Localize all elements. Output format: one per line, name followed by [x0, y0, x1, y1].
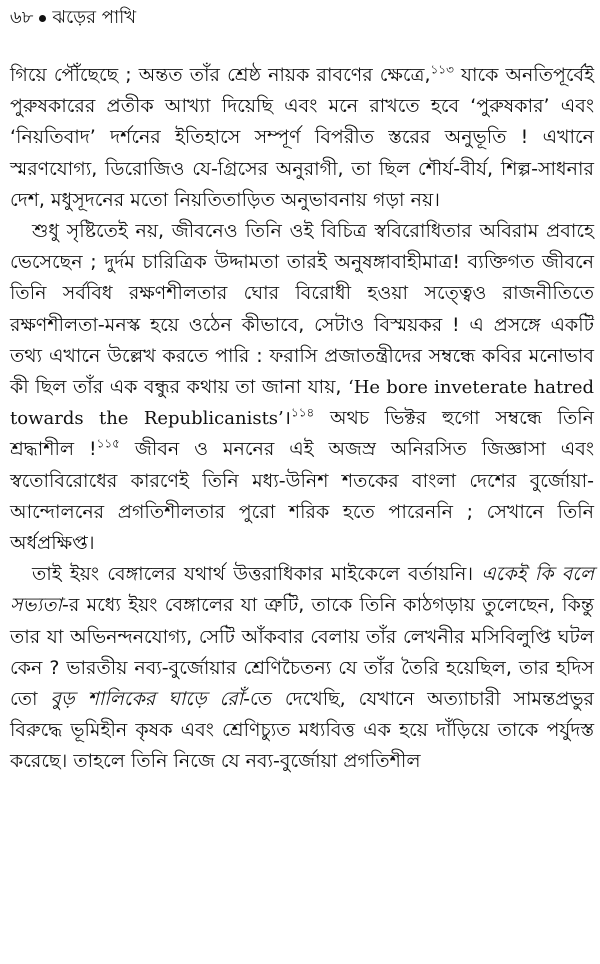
page-body — [10, 60, 594, 778]
text-run: । — [283, 407, 291, 430]
text-run: -র মধ্যে ইয়ং বেঙ্গালের যা ত্রুটি, তাকে তিনি কাঠগড়ায় তুলেছেন, কিন্তু তার যা অভিনন্দনযোগ্য, সেটি আঁকবার বেলায় তাঁর লেখনীর মসিবিলুপ্তি ঘটল কেন ? ভারতীয় নব্য-বুর্জোয়ার শ্রেণিচৈতন্য যে তাঁর তৈরি হয়েছিল, তার হদিস তো — [10, 594, 594, 711]
footnote-ref: ১১৪ — [290, 405, 315, 420]
footnote-ref: ১১৫ — [96, 437, 120, 452]
text-run: তাই ইয়ং বেঙ্গালের যথার্থ উত্তরাধিকার মাইকেলে বর্তায়নি। — [32, 563, 482, 586]
italic-title: বুড় শালিকের ঘাড়ে রোঁ — [50, 688, 244, 711]
paragraph — [10, 216, 594, 559]
italic-title: একেই কি বলে সভ্যতা — [10, 563, 594, 617]
running-header — [10, 4, 136, 32]
paragraph — [10, 60, 594, 216]
text-run: অথচ ভিক্টর হুগো সম্বন্ধে তিনি শ্রদ্ধাশীল ! — [10, 407, 594, 461]
english-quote: ‘He bore inveterate hatred towards the Republicanists’ — [10, 377, 594, 430]
bullet-icon — [39, 15, 46, 22]
text-run: গিয়ে পৌঁছেছে ; অন্তত তাঁর শ্রেষ্ঠ নায়ক রাবণের ক্ষেত্রে, — [10, 64, 431, 86]
running-title: ঝড়ের পাখি — [52, 6, 137, 28]
text-run: শুধু সৃষ্টিতেই নয়, জীবনেও তিনি ওই বিচিত্র স্ববিরোধিতার অবিরাম প্রবাহে ভেসেছেন ; দুর্দম চারিত্রিক উদ্দামতা তারই অনুষঙ্গাবাহীমাত্র! ব্যক্তিগত জীবনে তিনি সর্ববিধ রক্ষণশীলতার ঘোর বিরোধী হওয়া সত্ত্বেও রাজনীতিতে রক্ষণশীলতা-মনস্ক হয়ে ওঠেন কীভাবে, সেটাও বিস্ময়কর ! এ প্রসঙ্গে একটি তথ্য এখানে উল্লেখ করতে পারি : ফরাসি প্রজাতন্ত্রীদের সম্বন্ধে কবির মনোভাব কী ছিল তাঁর এক বন্ধুর কথায় তা জানা যায়, — [10, 220, 594, 399]
text-run: যাকে অনতিপূর্বেই পুরুষকারের প্রতীক আখ্যা দিয়েছি এবং মনে রাখতে হবে ‘পুরুষকার’ এবং ‘নিয়তিবাদ’ দর্শনের ইতিহাসে সম্পূর্ণ বিপরীত স্তরের অনুভূতি ! এখানে স্মরণযোগ্য, ডিরোজিও যে-গ্রিসের অনুরাগী, তা ছিল শৌর্য-বীর্য, শিল্প-সাধনার দেশ, মধুসূদনের মতো নিয়তিতাড়িত অনুভাবনায় গড়া নয়। — [10, 64, 594, 211]
text-run: -তে দেখেছি, যেখানে অত্যাচারী সামন্তপ্রভুর বিরুদ্ধে ভূমিহীন কৃষক এবং শ্রেণিচ্যুত মধ্যবিত্ত এক হয়ে দাঁড়িয়ে তাকে পর্যুদস্ত করেছে। তাহলে তিনি নিজে যে নব্য-বুর্জোয়া প্রগতিশীল — [10, 688, 594, 773]
footnote-ref: ১১৩ — [430, 62, 454, 77]
page-number: ৬৮ — [10, 6, 34, 28]
text-run: জীবন ও মননের এই অজস্র অনিরসিত জিজ্ঞাসা এবং স্বতোবিরোধের কারণেই তিনি মধ্য-উনিশ শতকের বাংলা দেশের বুর্জোয়া-আন্দোলনের প্রগতিশীলতার পুরো শরিক হতে পারেননি ; সেখানে তিনি অর্ধপ্রক্ষিপ্ত। — [10, 438, 594, 555]
paragraph — [10, 559, 594, 777]
